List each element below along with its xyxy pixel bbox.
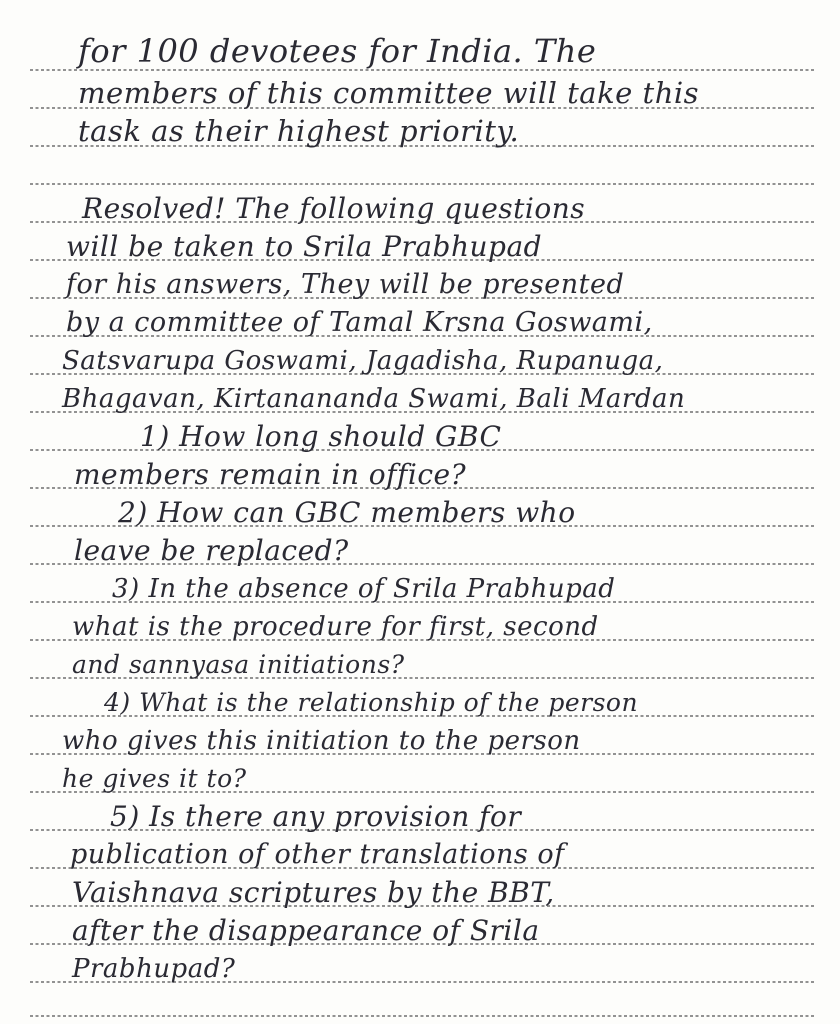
text-line: Vaishnava scriptures by the BBT, (72, 876, 555, 909)
text-line: 5) Is there any provision for (110, 800, 522, 833)
text-line: members of this committee will take this (78, 76, 700, 110)
text-line: Prabhupad? (72, 954, 236, 984)
text-line: publication of other translations of (70, 839, 565, 870)
text-line: 2) How can GBC members who (118, 496, 576, 529)
text-line: and sannyasa initiations? (72, 650, 405, 679)
text-line: 3) In the absence of Srila Prabhupad (112, 574, 616, 604)
text-line: will be taken to Srila Prabhupad (66, 230, 543, 263)
text-line: after the disappearance of Srila (72, 914, 540, 947)
text-line: members remain in office? (74, 458, 467, 491)
text-line: task as their highest priority. (78, 114, 520, 148)
text-line: for 100 devotees for India. The (78, 32, 597, 70)
text-line: who gives this initiation to the person (62, 726, 581, 756)
text-line: he gives it to? (62, 764, 247, 793)
text-line: for his answers, They will be presented (66, 269, 625, 300)
text-line: Bhagavan, Kirtanananda Swami, Bali Mardan (62, 384, 686, 414)
text-line: 1) How long should GBC (140, 420, 502, 453)
text-line: Satsvarupa Goswami, Jagadisha, Rupanuga, (62, 346, 664, 376)
text-line: leave be replaced? (74, 534, 349, 567)
text-line: by a committee of Tamal Krsna Goswami, (66, 307, 653, 338)
text-line: Resolved! The following questions (82, 192, 586, 225)
text-line: what is the procedure for first, second (72, 612, 599, 642)
text-line: 4) What is the relationship of the person (104, 688, 639, 717)
